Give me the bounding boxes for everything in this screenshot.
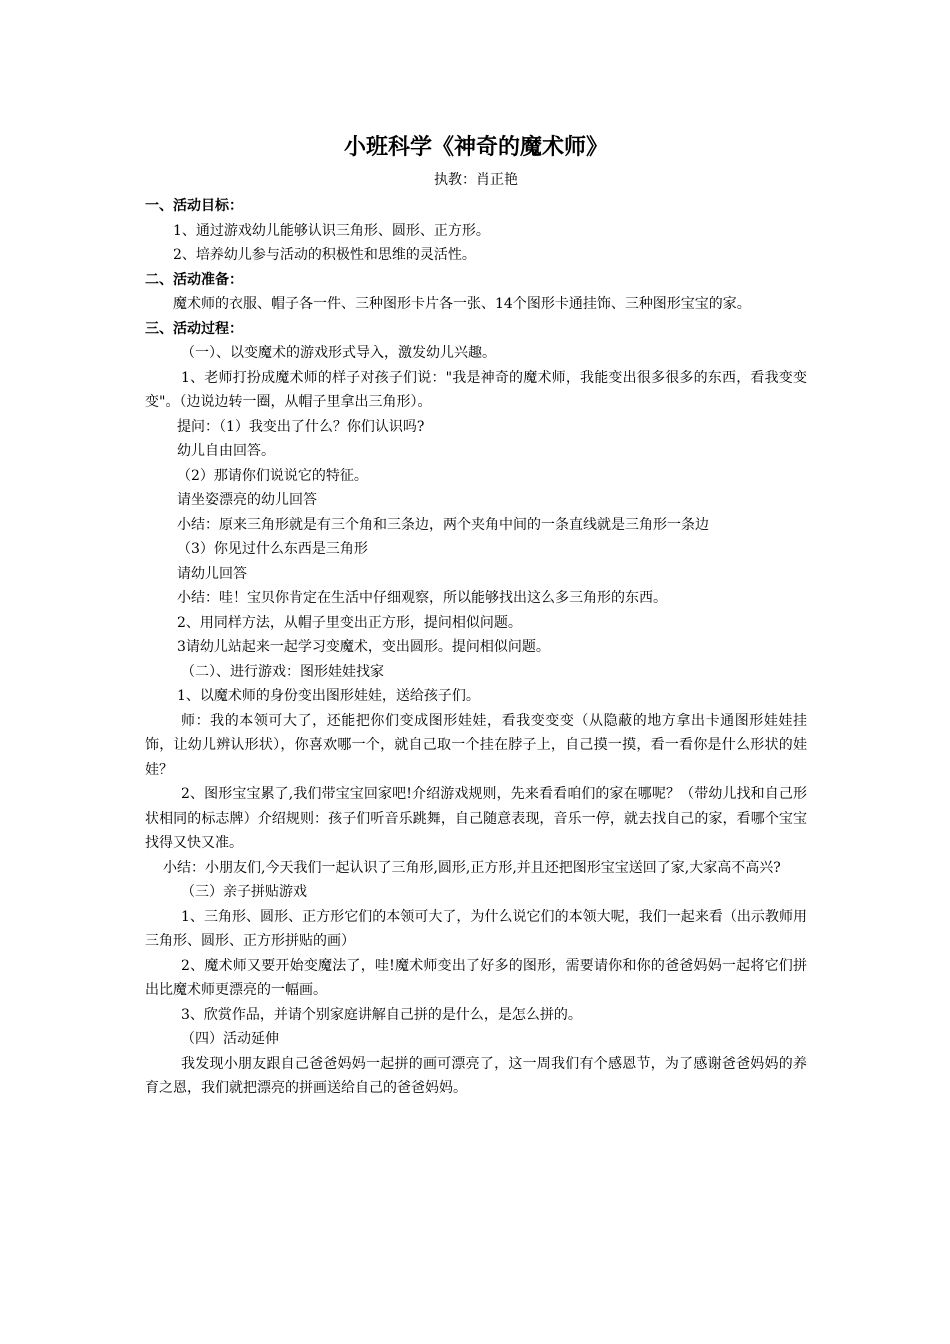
process-paragraph: 2、图形宝宝累了,我们带宝宝回家吧!介绍游戏规则，先来看看咱们的家在哪呢？（带幼儿找和自己形状相同的标志牌）介绍规则：孩子们听音乐跳舞，自己随意表现，音乐一停，就去找自己的家，看哪个宝宝找得又快又准。 bbox=[145, 786, 807, 851]
process-paragraph: 请幼儿回答 bbox=[177, 565, 247, 582]
process-subheading: （四）活动延伸 bbox=[181, 1031, 279, 1047]
process-paragraph: 1、老师打扮成魔术师的样子对孩子们说："我是神奇的魔术师，我能变出很多很多的东西，看我变变变"。（边说边转一圈，从帽子里拿出三角形）。 bbox=[145, 369, 807, 410]
goal-item: 1、通过游戏幼儿能够认识三角形、圆形、正方形。 bbox=[173, 222, 490, 239]
process-paragraph: 幼儿自由回答。 bbox=[177, 443, 275, 459]
process-paragraph: 1、以魔术师的身份变出图形娃娃，送给孩子们。 bbox=[177, 688, 480, 704]
goal-item: 2、培养幼儿参与活动的积极性和思维的灵活性。 bbox=[173, 247, 476, 263]
section-heading-process: 三、活动过程： bbox=[145, 320, 243, 337]
process-subheading: （一）、以变魔术的游戏形式导入，激发幼儿兴趣。 bbox=[181, 345, 496, 361]
process-summary: 小结：哇！宝贝你肯定在生活中仔细观察，所以能够找出这么多三角形的东西。 bbox=[177, 590, 667, 606]
process-summary: 小结：小朋友们,今天我们一起认识了三角形,圆形,正方形,并且还把图形宝宝送回了家,大家高不高兴? bbox=[163, 859, 781, 876]
section-heading-preparation: 二、活动准备： bbox=[145, 271, 243, 288]
process-paragraph: 2、用同样方法，从帽子里变出正方形，提问相似问题。 bbox=[177, 614, 522, 631]
document-title: 小班科学《神奇的魔术师》 bbox=[343, 135, 608, 160]
document-page bbox=[145, 128, 807, 1101]
process-subheading: （三）亲子拼贴游戏 bbox=[181, 884, 307, 900]
process-subheading: （二）、进行游戏：图形娃娃找家 bbox=[181, 663, 384, 680]
process-paragraph: （2）那请你们说说它的特征。 bbox=[177, 467, 368, 484]
process-paragraph: 3请幼儿站起来一起学习变魔术，变出圆形。提问相似问题。 bbox=[177, 639, 550, 655]
process-paragraph: （3）你见过什么东西是三角形 bbox=[177, 541, 368, 557]
process-paragraph: 提问：（1）我变出了什么？你们认识吗? bbox=[177, 418, 425, 435]
process-paragraph: 3、欣赏作品，并请个别家庭讲解自己拼的是什么，是怎么拼的。 bbox=[181, 1006, 582, 1023]
process-paragraph: 请坐姿漂亮的幼儿回答 bbox=[177, 492, 317, 508]
preparation-text: 魔术师的衣服、帽子各一件、三种图形卡片各一张、14个图形卡通挂饰、三种图形宝宝的家。 bbox=[173, 296, 751, 312]
process-paragraph: 师：我的本领可大了，还能把你们变成图形娃娃，看我变变变（从隐蔽的地方拿出卡通图形娃娃挂饰，让幼儿辨认形状），你喜欢哪一个，就自己取一个挂在脖子上，自己摸一摸，看一看你是什么形状的娃娃？ bbox=[145, 712, 807, 778]
document-author: 执教：肖正艳 bbox=[434, 172, 518, 188]
section-heading-goals: 一、活动目标： bbox=[145, 198, 243, 214]
process-paragraph: 1、三角形、圆形、正方形它们的本领可大了，为什么说它们的本领大呢，我们一起来看（出示教师用三角形、圆形、正方形拼贴的画） bbox=[145, 908, 807, 949]
process-paragraph: 2、魔术师又要开始变魔法了，哇!魔术师变出了好多的图形，需要请你和你的爸爸妈妈一起将它们拼出比魔术师更漂亮的一幅画。 bbox=[145, 957, 807, 998]
process-paragraph: 我发现小朋友跟自己爸爸妈妈一起拼的画可漂亮了，这一周我们有个感恩节，为了感谢爸爸妈妈的养育之恩，我们就把漂亮的拼画送给自己的爸爸妈妈。 bbox=[145, 1055, 807, 1096]
process-summary: 小结：原来三角形就是有三个角和三条边，两个夹角中间的一条直线就是三角形一条边 bbox=[177, 516, 709, 533]
